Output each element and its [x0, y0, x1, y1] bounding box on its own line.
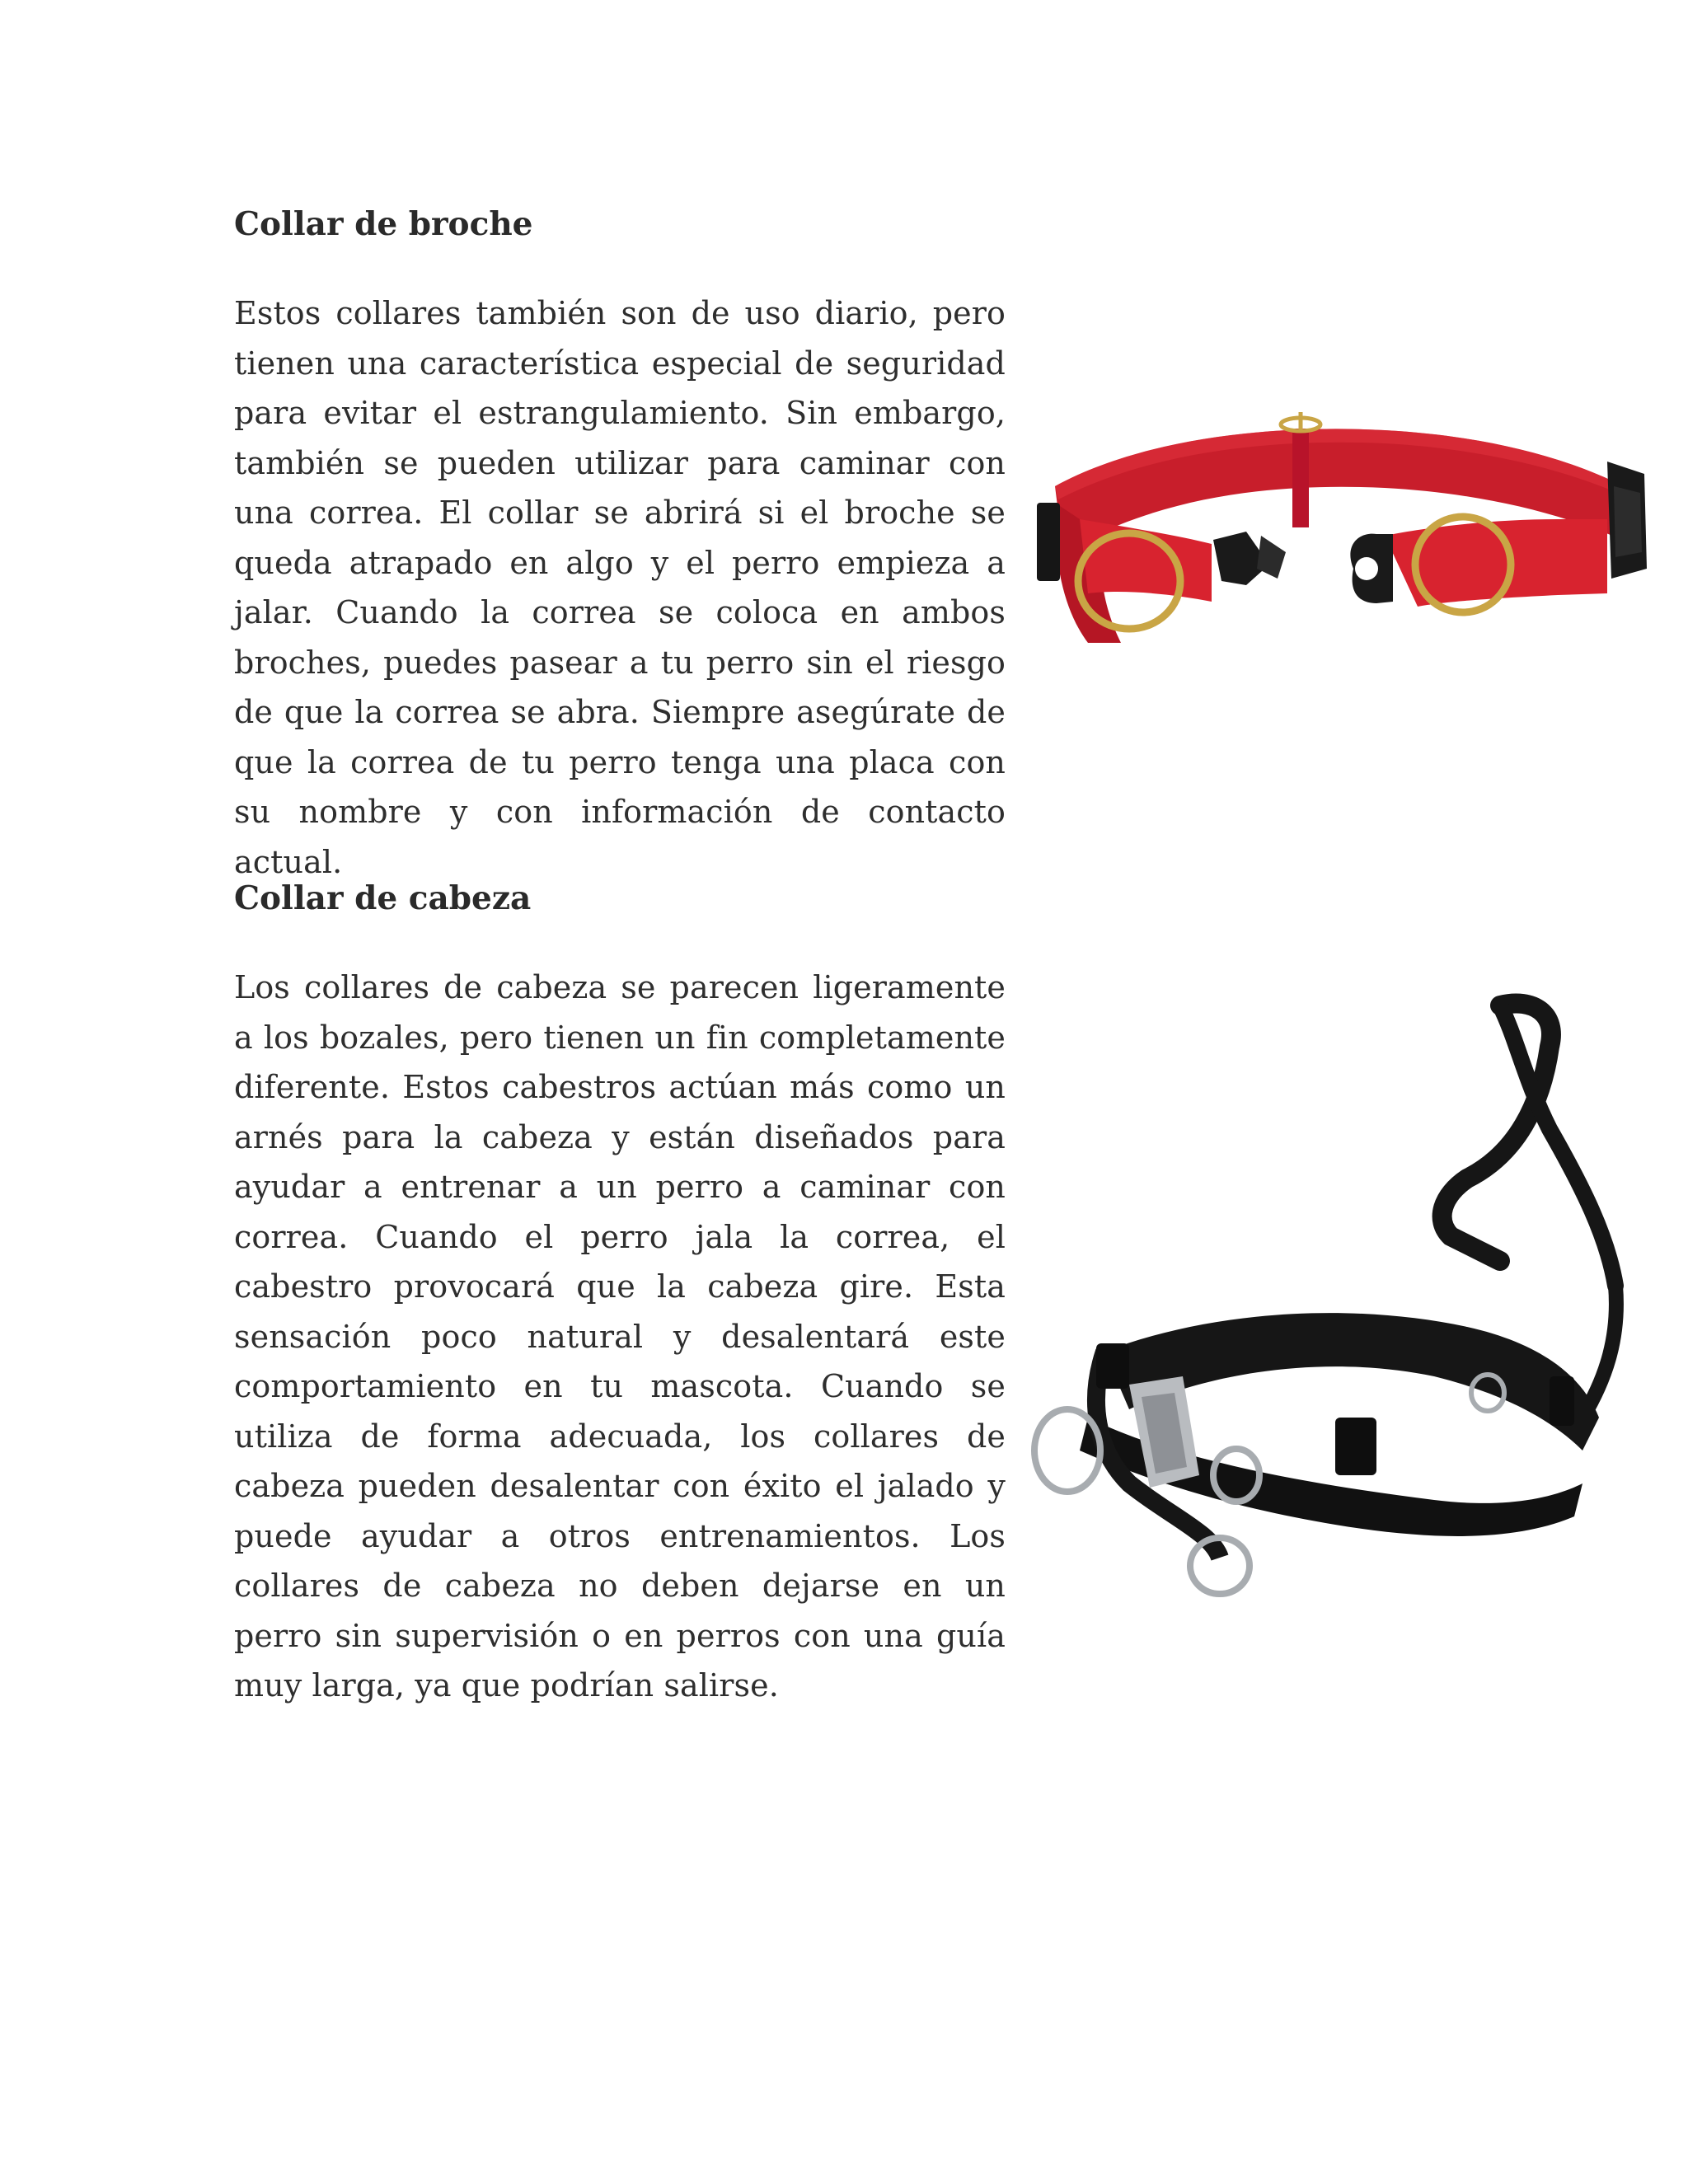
heading-head-collar: Collar de cabeza — [234, 879, 532, 917]
section-clip-collar — [234, 204, 1006, 887]
clip-collar-photo — [1030, 396, 1657, 692]
head-collar-photo — [1006, 989, 1665, 1615]
paragraph-clip-collar: Estos collares también son de uso diario, pero tienen una característica especial de seguridad para evitar el estrangulamiento. Sin embargo, también se pueden utilizar para caminar con una correa. El collar se abrirá si el broche se queda atrapado en algo y el perro empieza a jalar. Cuando la correa se coloca en ambos broches, puedes pasear a tu perro sin el riesgo de que la correa se abra. Siempre asegúrate de que la correa de tu perro tenga una placa con su nombre y con información de contacto actual. — [234, 295, 1006, 880]
paragraph-head-collar: Los collares de cabeza se parecen ligeramente a los bozales, pero tienen un fin completamente diferente. Estos cabestros actúan más como un arnés para la cabeza y están diseñados para ayudar a entrenar a un perro a caminar con correa. Cuando el perro jala la correa, el cabestro provocará que la cabeza gire. Esta sensación poco natural y desalentará este comportamiento en tu mascota. Cuando se utiliza de forma adecuada, los collares de cabeza pueden desalentar con éxito el jalado y puede ayudar a otros entrenamientos. Los collares de cabeza no deben dejarse en un perro sin supervisión o en perros con una guía muy larga, ya que podrían salirse. — [234, 969, 1006, 1704]
heading-clip-collar: Collar de broche — [234, 205, 533, 243]
section-head-collar — [234, 879, 1006, 1711]
